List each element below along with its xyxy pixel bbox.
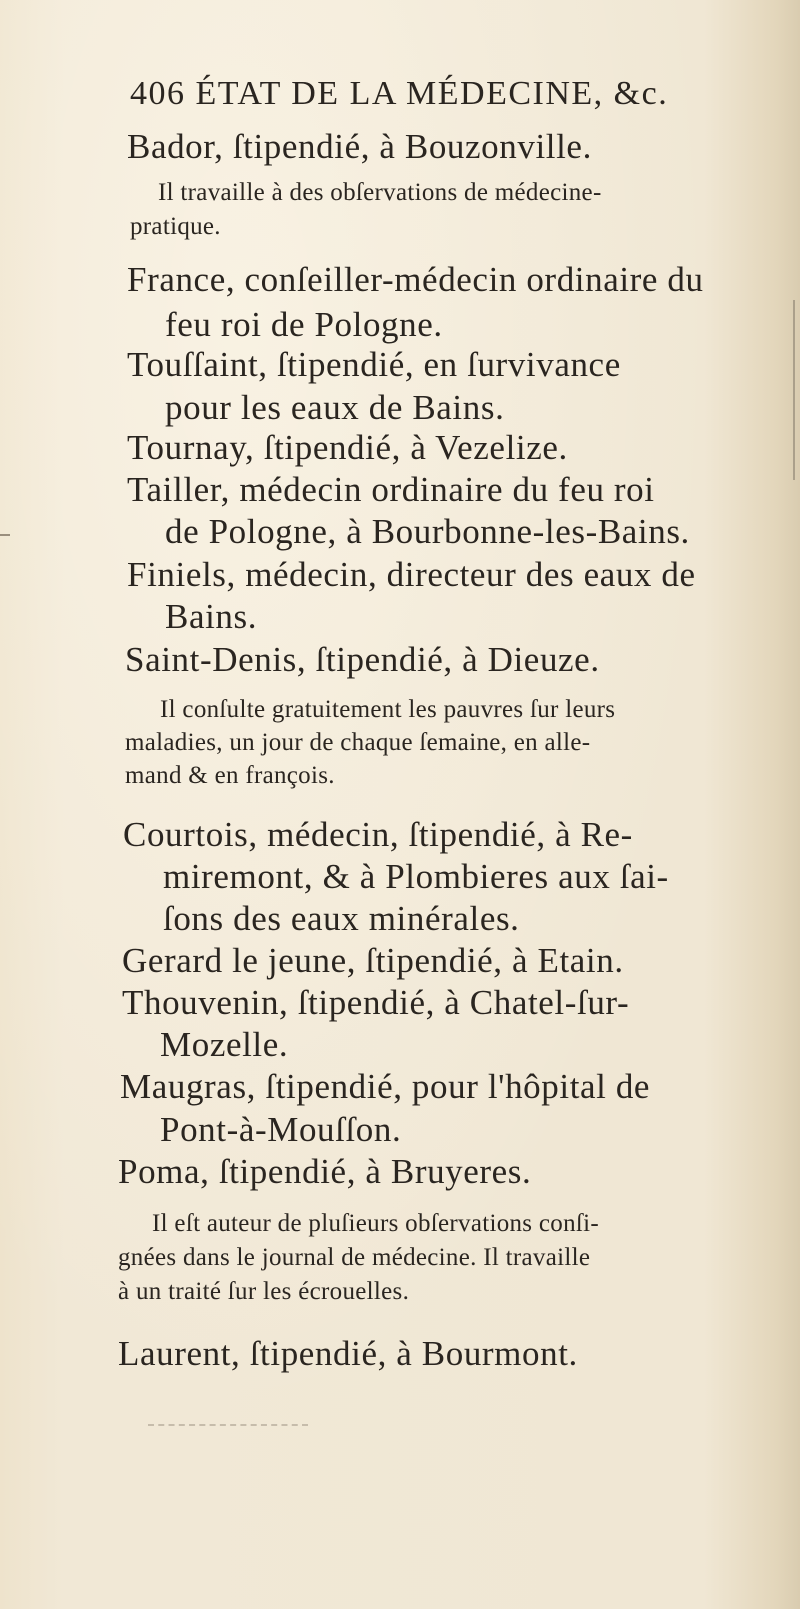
entry-courtois-3: ſons des eaux minérales. [163,899,520,938]
entry-france-2: feu roi de Pologne. [165,305,443,344]
note-saint-denis-3: mand & en françois. [125,762,335,789]
entry-maugras-2: Pont-à-Mouſſon. [160,1110,402,1149]
entry-maugras-1: Maugras, ſtipendié, pour l'hôpital de [120,1067,651,1106]
entry-laurent: Laurent, ſtipendié, à Bourmont. [118,1334,578,1373]
note-saint-denis-2: maladies, un jour de chaque ſemaine, en alle- [125,729,591,756]
entry-toussaint-2: pour les eaux de Bains. [165,388,505,427]
entry-poma: Poma, ſtipendié, à Bruyeres. [118,1152,532,1191]
note-bador-1: Il travaille à des obſervations de médecine- [158,179,602,206]
gutter-mark [0,534,10,536]
entry-courtois-2: miremont, & à Plombieres aux ſai- [163,857,669,896]
entry-thouvenin-2: Mozelle. [160,1025,289,1064]
entry-toussaint-1: Touſſaint, ſtipendié, en ſurvivance [127,345,621,384]
entry-tournay: Tournay, ſtipendié, à Vezelize. [127,428,568,467]
entry-bador: Bador, ſtipendié, à Bouzonville. [127,127,592,166]
note-saint-denis-1: Il conſulte gratuitement les pauvres ſur leurs [160,696,616,723]
entry-saint-denis: Saint-Denis, ſtipendié, à Dieuze. [125,640,600,679]
entry-france-1: France, conſeiller-médecin ordinaire du [127,260,704,299]
entry-finiels-1: Finiels, médecin, directeur des eaux de [127,555,696,594]
entry-thouvenin-1: Thouvenin, ſtipendié, à Chatel-ſur- [122,983,630,1022]
entry-gerard: Gerard le jeune, ſtipendié, à Etain. [122,941,624,980]
note-poma-1: Il eſt auteur de pluſieurs obſervations conſi- [152,1210,600,1237]
note-poma-2: gnées dans le journal de médecine. Il travaille [118,1244,591,1271]
running-head: 406 ÉTAT DE LA MÉDECINE, &c. [130,75,669,112]
entry-tailler-1: Tailler, médecin ordinaire du feu roi [127,470,655,509]
entry-finiels-2: Bains. [165,597,258,636]
entry-tailler-2: de Pologne, à Bourbonne-les-Bains. [165,512,690,551]
note-bador-2: pratique. [130,213,221,240]
page-edge-rule [793,300,795,480]
entry-courtois-1: Courtois, médecin, ſtipendié, à Re- [123,815,633,854]
note-poma-3: à un traité ſur les écrouelles. [118,1278,410,1305]
footer-rule [148,1424,308,1427]
